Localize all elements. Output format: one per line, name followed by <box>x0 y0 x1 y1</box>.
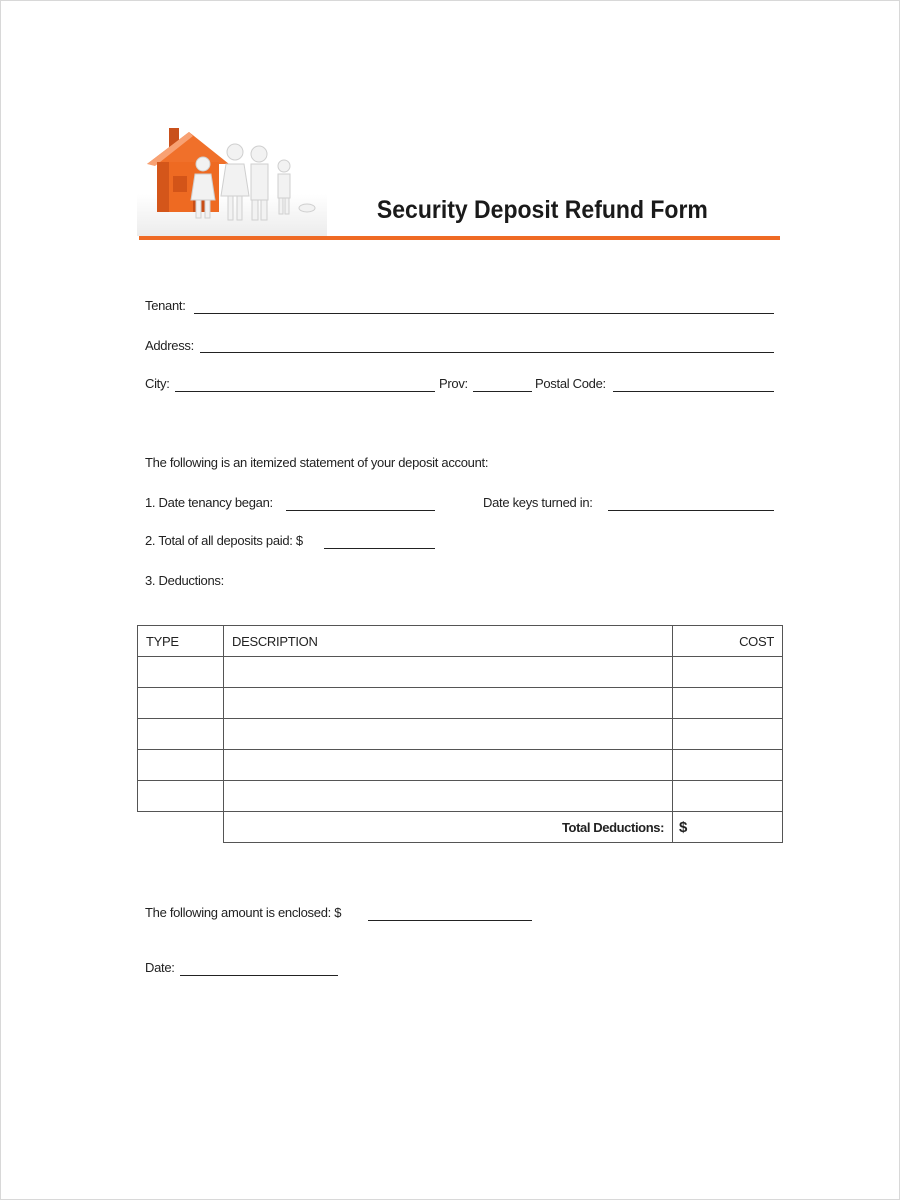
type-cell[interactable] <box>138 719 224 750</box>
cost-cell[interactable] <box>673 750 783 781</box>
date-tenancy-field[interactable] <box>286 510 435 511</box>
total-deposits-label: 2. Total of all deposits paid: $ <box>145 533 303 548</box>
column-header-description: DESCRIPTION <box>224 626 673 657</box>
address-label: Address: <box>145 338 194 353</box>
tenant-label: Tenant: <box>145 298 186 313</box>
cost-cell[interactable] <box>673 688 783 719</box>
type-cell[interactable] <box>138 657 224 688</box>
column-header-type: TYPE <box>138 626 224 657</box>
statement-intro: The following is an itemized statement of your deposit account: <box>145 455 489 470</box>
description-cell[interactable] <box>224 688 673 719</box>
type-cell[interactable] <box>138 750 224 781</box>
type-cell[interactable] <box>138 688 224 719</box>
total-deposits-field[interactable] <box>324 548 435 549</box>
city-label: City: <box>145 376 170 391</box>
address-field[interactable] <box>200 352 774 353</box>
column-header-cost: COST <box>673 626 783 657</box>
total-row <box>138 812 783 843</box>
house-family-logo <box>137 124 327 236</box>
amount-enclosed-field[interactable] <box>368 920 532 921</box>
type-cell[interactable] <box>138 781 224 812</box>
description-cell[interactable] <box>224 750 673 781</box>
table-header-row <box>138 626 783 657</box>
postal-code-label: Postal Code: <box>535 376 606 391</box>
cost-cell[interactable] <box>673 781 783 812</box>
tenant-field[interactable] <box>194 313 774 314</box>
total-row-spacer <box>138 812 224 843</box>
description-cell[interactable] <box>224 719 673 750</box>
table-row <box>138 719 783 750</box>
description-cell[interactable] <box>224 781 673 812</box>
table-row <box>138 657 783 688</box>
cost-cell[interactable] <box>673 657 783 688</box>
page-title: Security Deposit Refund Form <box>376 196 708 224</box>
deductions-table <box>137 625 783 843</box>
table-row <box>138 781 783 812</box>
city-field[interactable] <box>175 391 435 392</box>
cost-cell[interactable] <box>673 719 783 750</box>
date-keys-label: Date keys turned in: <box>483 495 593 510</box>
total-deductions-value[interactable]: $ <box>673 812 783 843</box>
table-row <box>138 688 783 719</box>
date-field[interactable] <box>180 975 338 976</box>
date-keys-field[interactable] <box>608 510 774 511</box>
amount-enclosed-label: The following amount is enclosed: $ <box>145 905 342 920</box>
date-label: Date: <box>145 960 175 975</box>
deductions-label: 3. Deductions: <box>145 573 224 588</box>
total-deductions-label: Total Deductions: <box>224 812 673 843</box>
prov-label: Prov: <box>439 376 468 391</box>
date-tenancy-label: 1. Date tenancy began: <box>145 495 273 510</box>
header-divider <box>139 236 780 240</box>
description-cell[interactable] <box>224 657 673 688</box>
postal-code-field[interactable] <box>613 391 774 392</box>
prov-field[interactable] <box>473 391 532 392</box>
table-row <box>138 750 783 781</box>
